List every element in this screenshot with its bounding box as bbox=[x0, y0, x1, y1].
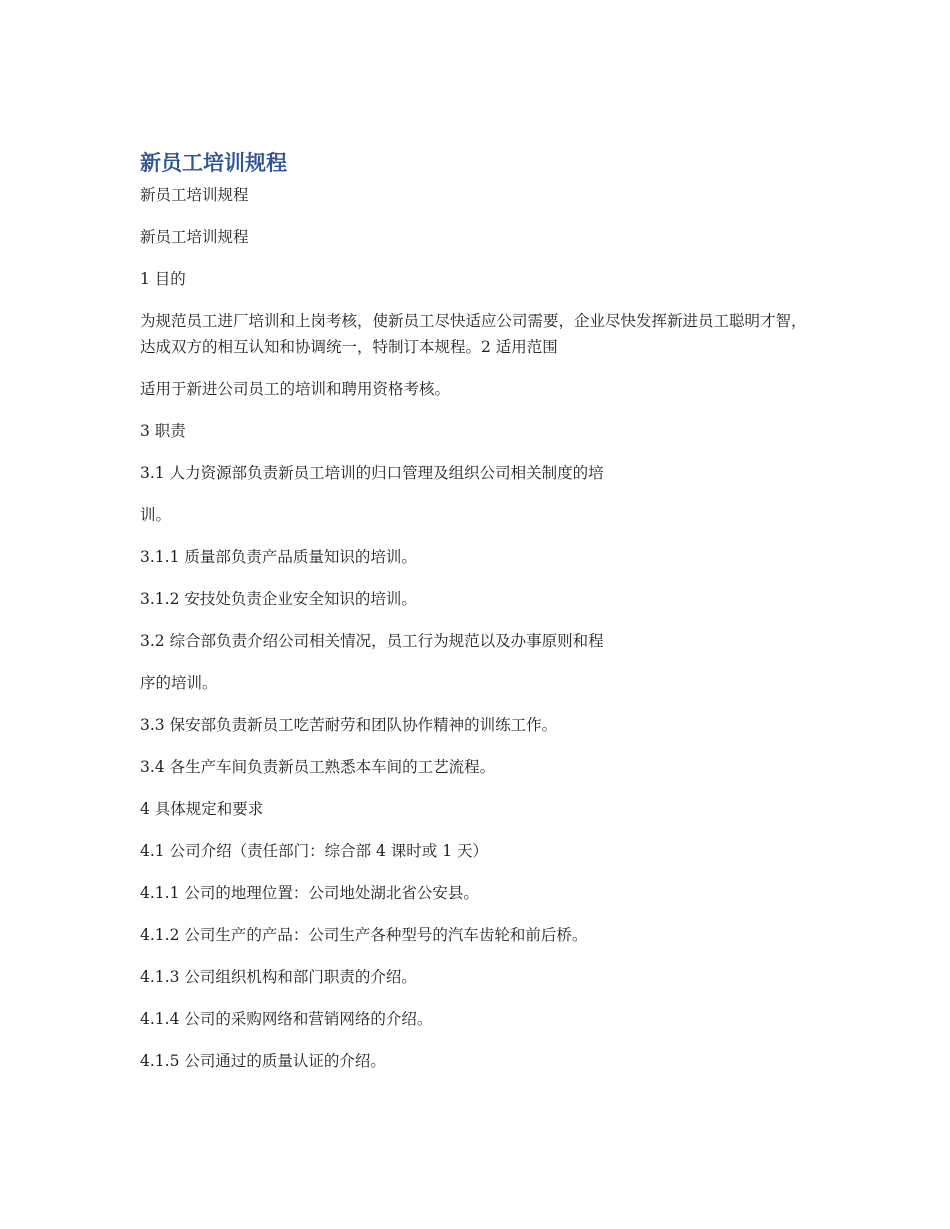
paragraph: 4.1.1 公司的地理位置：公司地处湖北省公安县。 bbox=[140, 884, 479, 902]
paragraph: 4.1.5 公司通过的质量认证的介绍。 bbox=[140, 1052, 386, 1070]
paragraph: 训。 bbox=[140, 506, 172, 524]
paragraph: 4.1.3 公司组织机构和部门职责的介绍。 bbox=[140, 968, 417, 986]
paragraph: 序的培训。 bbox=[140, 674, 218, 692]
section-heading: 4 具体规定和要求 bbox=[140, 800, 264, 818]
paragraph: 3.4 各生产车间负责新员工熟悉本车间的工艺流程。 bbox=[140, 758, 496, 776]
paragraph: 4.1 公司介绍（责任部门：综合部 4 课时或 1 天） bbox=[140, 842, 489, 860]
paragraph: 3.1 人力资源部负责新员工培训的归口管理及组织公司相关制度的培 bbox=[140, 464, 604, 482]
paragraph: 3.3 保安部负责新员工吃苦耐劳和团队协作精神的训练工作。 bbox=[140, 716, 558, 734]
paragraph: 3.1.1 质量部负责产品质量知识的培训。 bbox=[140, 548, 417, 566]
document-title: 新员工培训规程 bbox=[140, 151, 287, 175]
paragraph: 3.1.2 安技处负责企业安全知识的培训。 bbox=[140, 590, 417, 608]
paragraph: 新员工培训规程 bbox=[140, 186, 249, 204]
document-page bbox=[140, 148, 820, 1074]
paragraph: 为规范员工进厂培训和上岗考核，使新员工尽快适应公司需要，企业尽快发挥新进员工聪明才智，达成双方的相互认知和协调统一，特制订本规程。2 适用范围 bbox=[140, 312, 807, 356]
paragraph: 适用于新进公司员工的培训和聘用资格考核。 bbox=[140, 380, 451, 398]
section-heading: 3 职责 bbox=[140, 422, 186, 440]
paragraph: 4.1.2 公司生产的产品：公司生产各种型号的汽车齿轮和前后桥。 bbox=[140, 926, 588, 944]
paragraph: 3.2 综合部负责介绍公司相关情况，员工行为规范以及办事原则和程 bbox=[140, 632, 604, 650]
paragraph: 4.1.4 公司的采购网络和营销网络的介绍。 bbox=[140, 1010, 433, 1028]
section-heading: 1 目的 bbox=[140, 270, 186, 288]
paragraph: 新员工培训规程 bbox=[140, 228, 249, 246]
